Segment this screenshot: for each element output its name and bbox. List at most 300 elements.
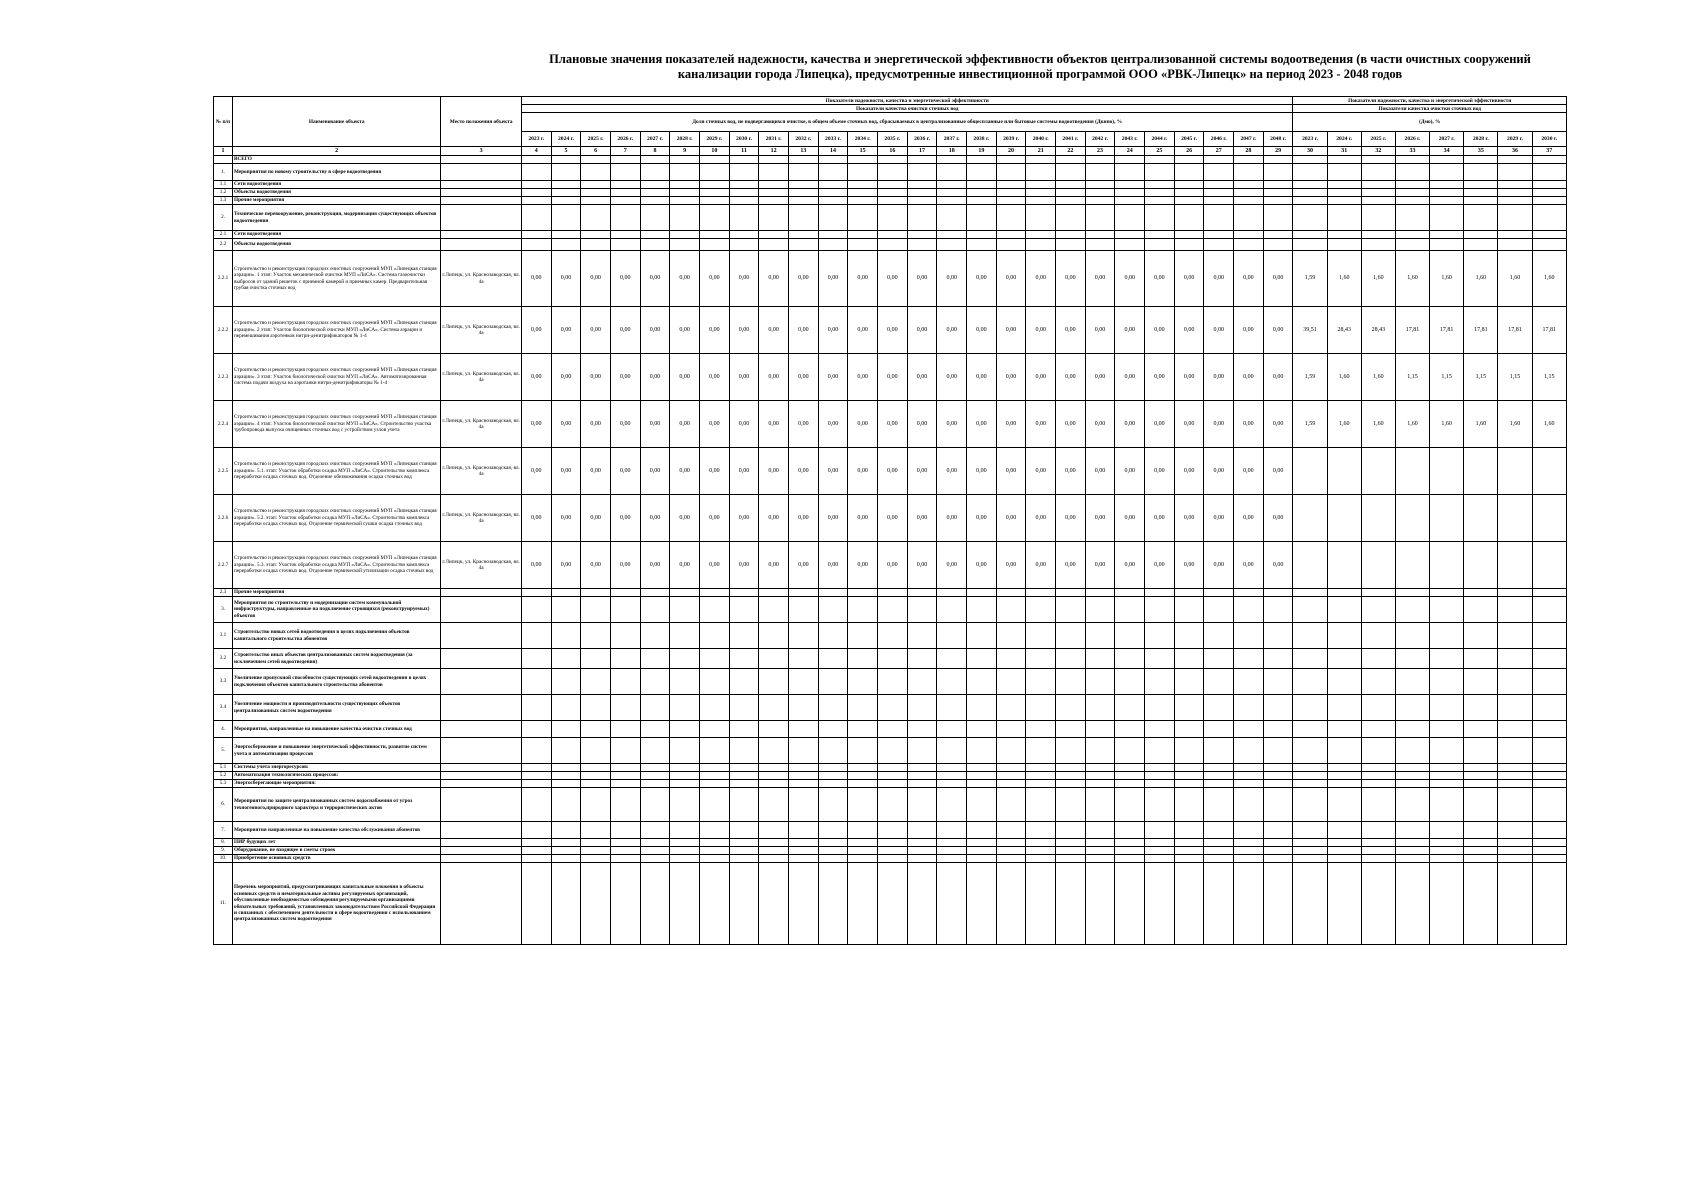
value-cell [581,239,611,251]
value-cell [581,669,611,695]
value-cell [1498,164,1532,181]
value-cell [1430,239,1464,251]
row-place [441,189,522,197]
row-number: 1. [214,164,233,181]
value-cell [907,156,937,164]
row-number: 1.2 [214,189,233,197]
value-cell [1464,231,1498,239]
value-cell [1115,863,1145,945]
value-cell: 0,00 [1085,307,1115,354]
value-cell [1115,669,1145,695]
value-cell: 0,00 [848,495,878,542]
value-cell [996,839,1026,847]
header-group1-subtitle: Показатели качества очистки сточных вод [521,105,1293,113]
value-cell: 0,00 [610,251,640,307]
value-cell [610,839,640,847]
value-cell [818,197,848,205]
value-cell [551,863,581,945]
value-cell: 0,00 [789,401,819,448]
value-cell: 0,00 [1263,495,1293,542]
value-cell [967,695,997,721]
value-cell [759,623,789,649]
value-cell: 0,00 [759,448,789,495]
value-cell [640,855,670,863]
header-col-place: Место положения объекта [441,97,522,147]
value-cell [1395,164,1429,181]
value-cell [848,205,878,231]
row-place [441,847,522,855]
value-cell [878,189,908,197]
value-cell [1464,855,1498,863]
value-cell [996,205,1026,231]
header-group2-subtitle: Показатели качества очистки сточных вод [1293,105,1567,113]
value-cell [878,649,908,669]
value-cell: 0,00 [996,401,1026,448]
value-cell [878,822,908,839]
value-cell: 0,00 [551,542,581,589]
year-header: 2030 г. [1532,132,1566,147]
value-cell [1498,189,1532,197]
value-cell: 0,00 [521,307,551,354]
value-cell: 0,00 [878,354,908,401]
column-number: 26 [1174,147,1204,156]
value-cell: 0,00 [907,307,937,354]
row-place [441,738,522,764]
value-cell [1263,649,1293,669]
value-cell: 0,00 [937,354,967,401]
value-cell [670,788,700,822]
value-cell [789,623,819,649]
value-cell [789,847,819,855]
row-number: 5.2 [214,772,233,780]
value-cell [1395,695,1429,721]
value-cell [1532,448,1566,495]
value-cell [1430,721,1464,738]
value-cell [1263,780,1293,788]
value-cell: 0,00 [1204,354,1234,401]
value-cell [581,855,611,863]
value-cell [640,189,670,197]
value-cell [759,822,789,839]
value-cell [789,839,819,847]
value-cell: 0,00 [967,495,997,542]
value-cell [1395,855,1429,863]
value-cell: 0,00 [670,495,700,542]
value-cell: 0,00 [1026,448,1056,495]
value-cell [1174,738,1204,764]
table-row [214,847,1567,855]
column-number: 36 [1498,147,1532,156]
value-cell [1234,597,1264,623]
value-cell [670,589,700,597]
value-cell [581,189,611,197]
value-cell [996,197,1026,205]
value-cell [551,669,581,695]
value-cell [1532,197,1566,205]
value-cell: 0,00 [551,307,581,354]
value-cell [789,181,819,189]
value-cell [1145,623,1175,649]
value-cell [1085,231,1115,239]
value-cell [729,772,759,780]
column-number: 34 [1430,147,1464,156]
value-cell [848,239,878,251]
value-cell [1430,839,1464,847]
value-cell [789,597,819,623]
value-cell [640,738,670,764]
value-cell [996,863,1026,945]
value-cell [1234,772,1264,780]
value-cell: 1,60 [1464,251,1498,307]
value-cell [1395,589,1429,597]
value-cell [640,205,670,231]
row-name: Строительство и реконструкция городских очистных сооружений МУП «Липецкая станция аэрации». 1 этап: Участок механической очистки МУП «ЛиСА». Система газоочистки выбросов от зданий решеток с приемной камерой и приемных камер. Предварительная грубая очистка сточных вод [233,251,441,307]
row-name: Увеличение мощности и производительности существующих объектов централизованных систем водоотведения [233,695,441,721]
value-cell [699,780,729,788]
value-cell [521,205,551,231]
row-name: Прочие мероприятия [233,589,441,597]
value-cell [1056,164,1086,181]
value-cell [1327,855,1361,863]
value-cell: 0,00 [996,354,1026,401]
value-cell [818,847,848,855]
header-col-num: № п/п [214,97,233,147]
value-cell: 0,00 [818,354,848,401]
value-cell [1026,839,1056,847]
year-header: 2048 г. [1263,132,1293,147]
table-row [214,623,1567,649]
value-cell [759,597,789,623]
value-cell: 0,00 [759,401,789,448]
value-cell [1026,239,1056,251]
value-cell [1327,197,1361,205]
value-cell [967,181,997,189]
value-cell: 1,60 [1430,251,1464,307]
value-cell: 1,15 [1395,354,1429,401]
value-cell [1174,649,1204,669]
value-cell [937,205,967,231]
value-cell [1464,239,1498,251]
value-cell [1293,597,1327,623]
value-cell [1361,589,1395,597]
value-cell [937,788,967,822]
value-cell: 1,60 [1327,251,1361,307]
value-cell [699,649,729,669]
value-cell [1532,623,1566,649]
value-cell [551,847,581,855]
value-cell: 0,00 [1174,495,1204,542]
value-cell [1263,205,1293,231]
value-cell: 0,00 [996,251,1026,307]
value-cell [937,649,967,669]
year-header: 2036 г. [907,132,937,147]
value-cell [1234,822,1264,839]
value-cell: 0,00 [1234,495,1264,542]
value-cell [581,721,611,738]
value-cell [1361,847,1395,855]
value-cell [699,721,729,738]
value-cell [1498,855,1532,863]
value-cell [1085,788,1115,822]
value-cell [1056,839,1086,847]
row-place: г.Липецк, ул. Краснозаводская, вл. 4а [441,448,522,495]
value-cell [878,721,908,738]
year-header: 2030 г. [729,132,759,147]
value-cell: 0,00 [1056,354,1086,401]
value-cell [1430,738,1464,764]
value-cell [1498,448,1532,495]
value-cell [937,772,967,780]
row-place: г.Липецк, ул. Краснозаводская, вл. 4а [441,542,522,589]
value-cell [699,623,729,649]
value-cell [1056,205,1086,231]
value-cell [848,863,878,945]
value-cell [1327,623,1361,649]
value-cell [699,788,729,822]
value-cell [1174,189,1204,197]
value-cell [1532,597,1566,623]
value-cell [937,197,967,205]
value-cell [1293,197,1327,205]
value-cell: 0,00 [1145,495,1175,542]
value-cell [818,788,848,822]
header-group1-indicator: Доля сточных вод, не подвергающихся очистке, в общем объеме сточных вод, сбрасываемых в централизованные общесплавные или бытовые системы водоотведения (Дкнпо), % [521,113,1293,132]
value-cell [1361,764,1395,772]
value-cell [1263,197,1293,205]
table-row [214,231,1567,239]
value-cell [610,772,640,780]
value-cell [1395,495,1429,542]
value-cell [1174,780,1204,788]
row-number: 3.2 [214,649,233,669]
value-cell: 0,00 [818,401,848,448]
row-number: 7. [214,822,233,839]
table-row [214,307,1567,354]
value-cell [878,780,908,788]
value-cell [1395,197,1429,205]
value-cell [551,623,581,649]
value-cell: 1,60 [1327,354,1361,401]
value-cell: 0,00 [907,251,937,307]
value-cell [1204,788,1234,822]
value-cell [1056,780,1086,788]
value-cell [1361,239,1395,251]
value-cell [1204,164,1234,181]
value-cell [1026,847,1056,855]
value-cell [818,156,848,164]
table-row [214,156,1567,164]
value-cell [1327,738,1361,764]
value-cell [1430,623,1464,649]
value-cell: 0,00 [1056,251,1086,307]
value-cell [640,164,670,181]
value-cell: 0,00 [878,448,908,495]
table-row [214,863,1567,945]
value-cell [1115,847,1145,855]
column-number: 11 [729,147,759,156]
value-cell [848,669,878,695]
value-cell [1532,822,1566,839]
row-place [441,164,522,181]
value-cell [759,589,789,597]
column-number: 8 [640,147,670,156]
value-cell [1174,164,1204,181]
value-cell [1532,772,1566,780]
value-cell [551,197,581,205]
value-cell: 0,00 [551,401,581,448]
value-cell [1115,721,1145,738]
value-cell [1085,847,1115,855]
value-cell [1464,197,1498,205]
value-cell: 0,00 [1056,495,1086,542]
value-cell [1532,669,1566,695]
value-cell [729,788,759,822]
value-cell [907,855,937,863]
value-cell: 0,00 [937,495,967,542]
value-cell [878,695,908,721]
value-cell [699,597,729,623]
year-header: 2024 г. [551,132,581,147]
row-number: 1.1 [214,181,233,189]
value-cell [581,847,611,855]
value-cell [907,669,937,695]
value-cell [1498,156,1532,164]
value-cell: 39,51 [1293,307,1327,354]
value-cell [581,839,611,847]
value-cell [907,847,937,855]
value-cell [907,205,937,231]
value-cell [1174,764,1204,772]
value-cell [759,764,789,772]
value-cell [1056,764,1086,772]
value-cell [1532,780,1566,788]
column-number: 29 [1263,147,1293,156]
value-cell [521,156,551,164]
value-cell [521,231,551,239]
value-cell [848,822,878,839]
value-cell [1293,822,1327,839]
table-row [214,251,1567,307]
value-cell [1085,695,1115,721]
column-number: 7 [610,147,640,156]
year-header: 2046 г. [1204,132,1234,147]
column-number: 28 [1234,147,1264,156]
value-cell [1263,788,1293,822]
row-number: 2.2.6 [214,495,233,542]
value-cell [848,738,878,764]
value-cell [1327,721,1361,738]
value-cell [1263,863,1293,945]
table-row [214,839,1567,847]
value-cell [996,156,1026,164]
value-cell [640,721,670,738]
value-cell: 0,00 [670,307,700,354]
value-cell: 0,00 [521,448,551,495]
indicators-table [213,96,1567,945]
value-cell: 0,00 [610,307,640,354]
value-cell [1174,205,1204,231]
row-place [441,181,522,189]
value-cell [1430,780,1464,788]
value-cell [907,231,937,239]
column-number: 17 [907,147,937,156]
value-cell: 0,00 [967,542,997,589]
value-cell [818,772,848,780]
value-cell [1327,863,1361,945]
value-cell [789,231,819,239]
value-cell [551,822,581,839]
value-cell [1293,448,1327,495]
value-cell: 0,00 [1174,542,1204,589]
value-cell [1026,863,1056,945]
column-number: 3 [441,147,522,156]
value-cell [1361,189,1395,197]
value-cell: 0,00 [1085,495,1115,542]
value-cell [610,764,640,772]
value-cell: 1,15 [1464,354,1498,401]
table-row [214,721,1567,738]
year-header: 2031 г. [759,132,789,147]
year-header: 2029 г. [699,132,729,147]
row-number: 2.1 [214,231,233,239]
value-cell [789,822,819,839]
row-place: г.Липецк, ул. Краснозаводская, вл. 4а [441,495,522,542]
value-cell [789,695,819,721]
value-cell [1293,772,1327,780]
value-cell [729,822,759,839]
value-cell: 1,60 [1532,251,1566,307]
year-header: 2032 г. [789,132,819,147]
value-cell [1430,772,1464,780]
value-cell [1115,764,1145,772]
value-cell [1395,181,1429,189]
column-number: 18 [937,147,967,156]
value-cell [699,156,729,164]
value-cell [818,863,848,945]
value-cell [1204,738,1234,764]
value-cell: 0,00 [967,354,997,401]
value-cell: 0,00 [670,542,700,589]
value-cell [1026,822,1056,839]
value-cell [610,721,640,738]
value-cell [1361,855,1395,863]
value-cell [1115,589,1145,597]
value-cell [729,847,759,855]
value-cell [551,855,581,863]
value-cell: 0,00 [759,307,789,354]
value-cell [1498,847,1532,855]
value-cell [1026,589,1056,597]
value-cell [729,189,759,197]
value-cell [878,788,908,822]
value-cell [759,839,789,847]
value-cell [1115,855,1145,863]
value-cell [640,181,670,189]
value-cell: 0,00 [610,448,640,495]
value-cell [1263,239,1293,251]
value-cell [967,839,997,847]
value-cell [759,721,789,738]
value-cell [1204,764,1234,772]
year-header: 2039 г. [996,132,1026,147]
value-cell [1263,695,1293,721]
value-cell [1056,669,1086,695]
value-cell [1327,772,1361,780]
value-cell: 1,59 [1293,401,1327,448]
value-cell [1026,197,1056,205]
value-cell [818,721,848,738]
value-cell [1498,589,1532,597]
